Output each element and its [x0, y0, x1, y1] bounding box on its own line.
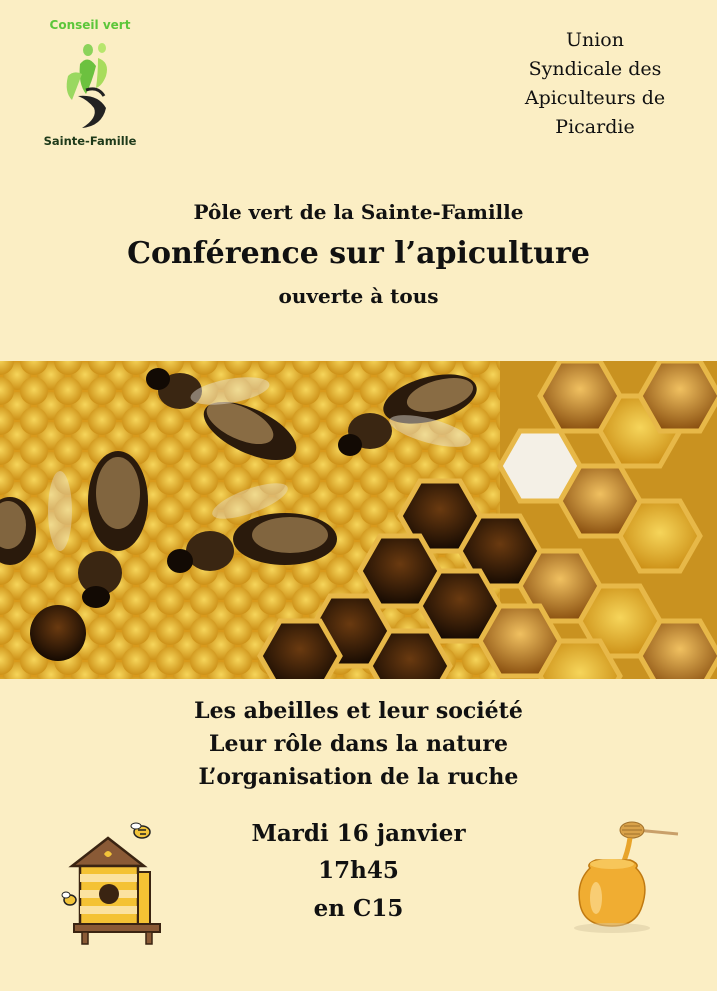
logo-top-text: Conseil vert [49, 18, 131, 32]
honey-jar-icon [566, 818, 686, 936]
bees-honeycomb-photo [0, 361, 717, 679]
dancers-logo-icon [58, 36, 122, 132]
topic-item: L’organisation de la ruche [198, 764, 519, 790]
organizer-line: Union [565, 29, 624, 51]
beehive-illustration [60, 818, 170, 948]
event-subtitle: Pôle vert de la Sainte-Famille [193, 200, 524, 224]
honey-jar-illustration [566, 818, 686, 936]
event-title: Conférence sur l’apiculture [127, 236, 590, 271]
organizer-line: Apiculteurs de [524, 87, 666, 109]
honeycomb-bees-image-icon [0, 361, 717, 679]
organizer-line: Syndicale des [528, 58, 662, 80]
event-tagline: ouverte à tous [278, 284, 439, 308]
topic-item: Les abeilles et leur société [194, 698, 523, 724]
logo-bottom-text: Sainte-Famille [43, 134, 137, 148]
event-date: Mardi 16 janvier [251, 820, 466, 847]
conseil-vert-logo [36, 14, 144, 154]
topic-item: Leur rôle dans la nature [209, 731, 508, 757]
event-room: en C15 [313, 895, 404, 922]
beehive-icon [60, 818, 170, 948]
organizer-name [500, 26, 690, 142]
event-time: 17h45 [318, 857, 399, 884]
organizer-line: Picardie [555, 116, 635, 138]
